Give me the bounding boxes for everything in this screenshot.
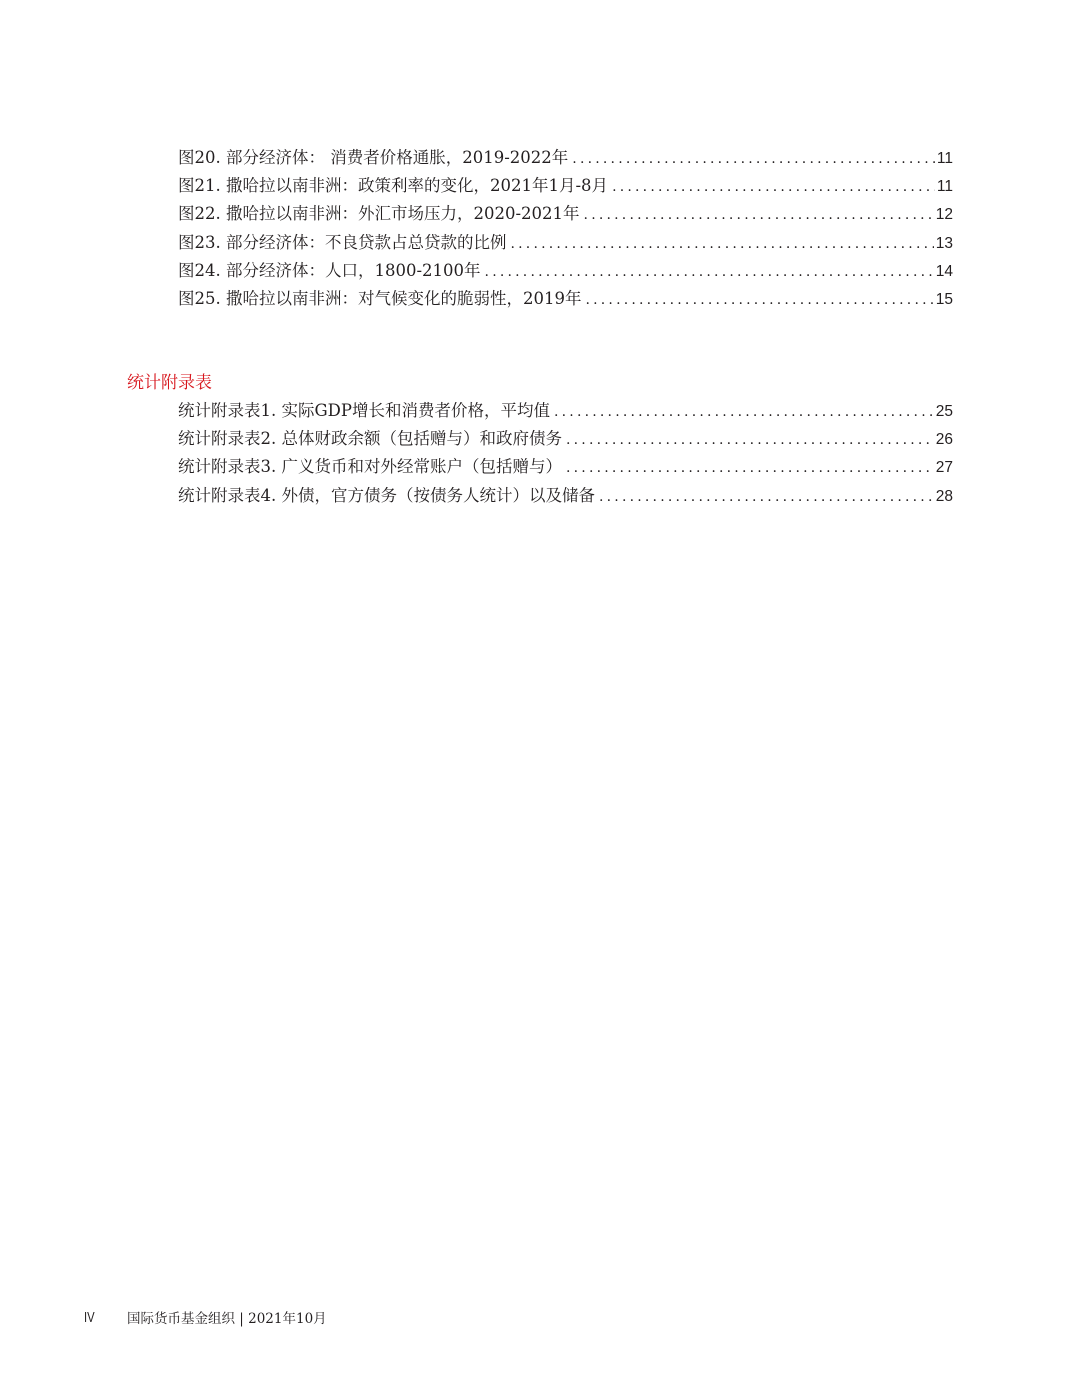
toc-entry-page: 28 bbox=[935, 487, 953, 505]
toc-entry-title: 图24. 部分经济体：人口，1800-2100年 bbox=[178, 260, 481, 280]
footer-page-numeral: IV bbox=[84, 1309, 95, 1326]
toc-entry-page: 11 bbox=[936, 178, 953, 196]
toc-entry-figure-21[interactable] bbox=[178, 172, 953, 200]
section-heading-stat-appendix: 统计附录表 bbox=[127, 373, 212, 392]
toc-entry-stat-table-4[interactable] bbox=[178, 482, 953, 510]
dot-leader bbox=[612, 173, 935, 201]
toc-entry-stat-table-2[interactable] bbox=[178, 425, 953, 453]
toc-entry-page: 11 bbox=[936, 150, 953, 167]
toc-entry-page: 13 bbox=[935, 234, 953, 252]
toc-entry-figure-24[interactable] bbox=[178, 257, 953, 285]
dot-leader bbox=[511, 230, 934, 258]
dot-leader bbox=[566, 426, 934, 454]
toc-entry-page: 12 bbox=[935, 206, 953, 224]
stat-table-list bbox=[178, 397, 953, 510]
toc-entry-page: 26 bbox=[935, 431, 953, 449]
dot-leader bbox=[584, 201, 934, 229]
toc-entry-figure-20[interactable] bbox=[178, 144, 953, 172]
dot-leader bbox=[566, 454, 934, 482]
dot-leader bbox=[554, 398, 934, 426]
dot-leader bbox=[599, 483, 934, 511]
toc-entry-stat-table-3[interactable] bbox=[178, 453, 953, 481]
figure-list bbox=[178, 144, 953, 313]
toc-entry-title: 图20. 部分经济体： 消费者价格通胀，2019-2022年 bbox=[178, 148, 569, 167]
dot-leader bbox=[585, 286, 933, 314]
toc-entry-title: 图21. 撒哈拉以南非洲：政策利率的变化，2021年1月-8月 bbox=[178, 176, 609, 196]
toc-entry-page: 25 bbox=[935, 403, 953, 420]
toc-entry-title: 统计附录表2. 总体财政余额（包括赠与）和政府债务 bbox=[178, 429, 562, 449]
toc-entry-page: 15 bbox=[935, 290, 953, 308]
toc-entry-title: 统计附录表4. 外债，官方债务（按债务人统计）以及储备 bbox=[178, 485, 595, 505]
footer-publication-line: 国际货币基金组织 | 2021年10月 bbox=[127, 1311, 327, 1327]
toc-entry-title: 图25. 撒哈拉以南非洲：对气候变化的脆弱性，2019年 bbox=[178, 288, 582, 308]
toc-entry-figure-25[interactable] bbox=[178, 285, 953, 313]
toc-entry-figure-22[interactable] bbox=[178, 200, 953, 228]
toc-entry-title: 统计附录表3. 广义货币和对外经常账户（包括赠与） bbox=[178, 457, 562, 477]
toc-entry-figure-23[interactable] bbox=[178, 229, 953, 257]
toc-entry-page: 27 bbox=[935, 459, 953, 477]
toc-entry-page: 14 bbox=[935, 262, 953, 280]
toc-entry-title: 统计附录表1. 实际GDP增长和消费者价格，平均值 bbox=[178, 401, 550, 420]
toc-entry-stat-table-1[interactable] bbox=[178, 397, 953, 425]
dot-leader bbox=[572, 145, 935, 173]
toc-entry-title: 图23. 部分经济体：不良贷款占总贷款的比例 bbox=[178, 232, 507, 252]
toc-entry-title: 图22. 撒哈拉以南非洲：外汇市场压力，2020-2021年 bbox=[178, 204, 580, 224]
dot-leader bbox=[485, 258, 934, 286]
